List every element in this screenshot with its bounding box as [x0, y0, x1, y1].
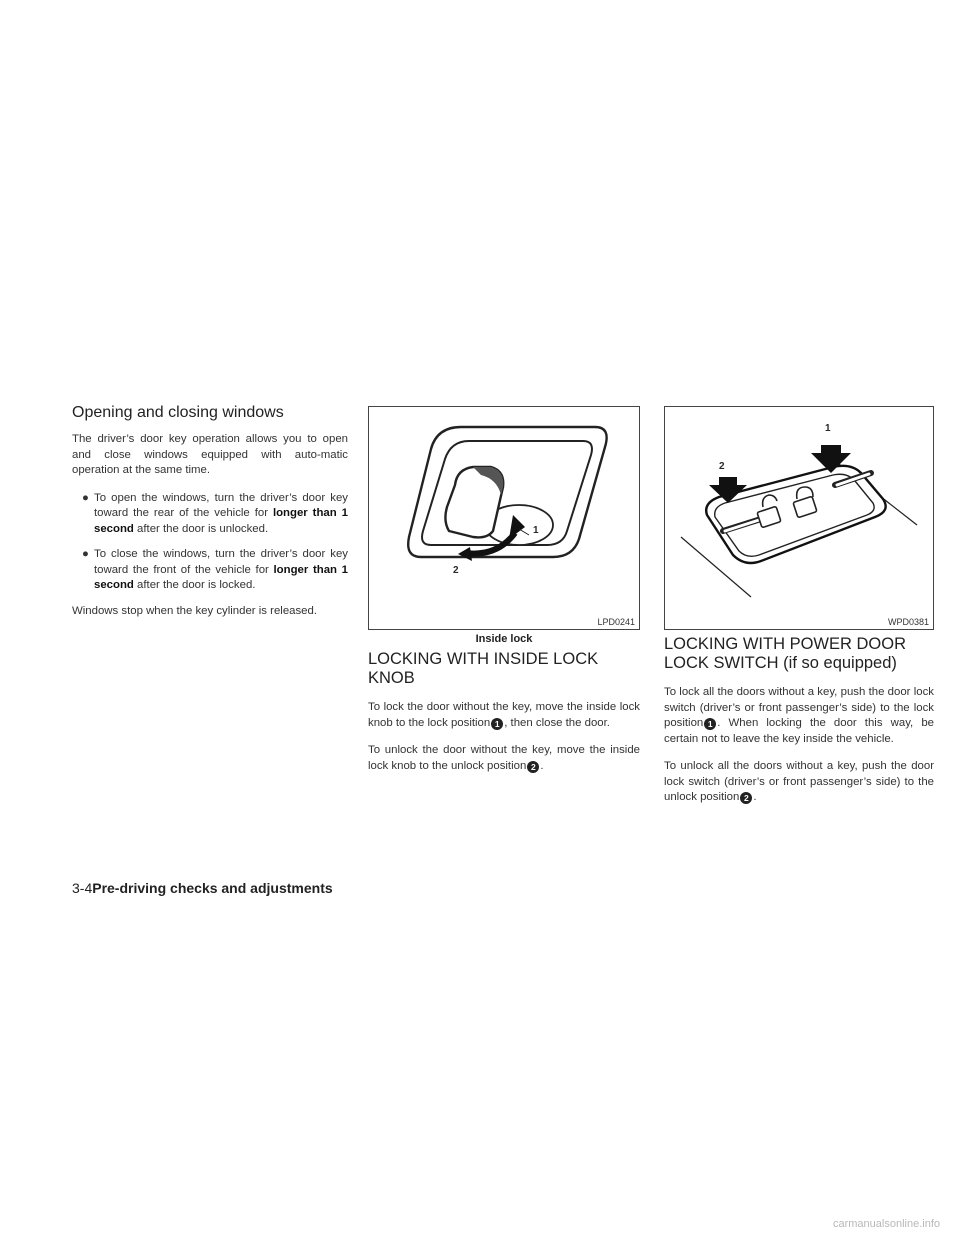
section-heading-inside-lock-knob: LOCKING WITH INSIDE LOCK KNOB [368, 650, 599, 687]
position-1-badge: 1 [491, 718, 503, 730]
figure-inside-lock [368, 406, 640, 630]
intro-paragraph: The driver’s door key operation allows you to open and close windows equipped with auto-matic operation at the same time. [72, 433, 348, 476]
callout-1: 1 [825, 423, 831, 434]
figure-code: WPD0381 [887, 617, 929, 627]
column-2 [368, 650, 640, 786]
page-number: 3-4 [72, 880, 93, 896]
column-1 [72, 432, 348, 631]
watermark: carmanualsonline.info [832, 1218, 940, 1230]
position-1-badge: 1 [704, 718, 716, 730]
closing-paragraph: Windows stop when the key cylinder is released. [72, 604, 318, 617]
position-2-badge: 2 [527, 761, 539, 773]
figure-caption-inside-lock: Inside lock [475, 633, 533, 645]
callout-2: 2 [453, 565, 459, 576]
paragraph-lock-power-switch: To lock all the doors without a key, push the door lock switch (driver’s or front passenger’s side) to the lock position 1 . When locking the door this way, be certain not to leave the key inside the vehicle. [664, 686, 934, 745]
bullet-close-windows: ● To close the windows, turn the driver’s door key toward the front of the vehicle for longer than 1 second after the door is locked. [82, 548, 348, 591]
inside-lock-illustration [369, 407, 639, 629]
callout-2: 2 [719, 461, 725, 472]
section-heading-opening-closing-windows: Opening and closing windows [72, 404, 284, 421]
section-heading-power-door-lock-switch: LOCKING WITH POWER DOOR LOCK SWITCH (if so equipped) [664, 635, 907, 672]
door-lock-switch-illustration [665, 407, 933, 629]
figure-power-door-lock-switch [664, 406, 934, 630]
callout-1: 1 [533, 525, 539, 536]
column-3 [664, 635, 934, 818]
position-2-badge: 2 [740, 792, 752, 804]
paragraph-lock-inside-knob: To lock the door without the key, move the inside lock knob to the lock position 1 , then close the door. [368, 701, 640, 729]
paragraph-unlock-power-switch: To unlock all the doors without a key, push the door lock switch (driver’s or front passenger’s side) to the unlock position 2 . [664, 760, 934, 803]
bullet-open-windows: ● To open the windows, turn the driver’s door key toward the rear of the vehicle for longer than 1 second after the door is unlocked. [82, 491, 348, 535]
page-footer [72, 880, 333, 896]
bullet-dot: ● [82, 491, 89, 504]
chapter-title: Pre-driving checks and adjustments [92, 880, 333, 896]
bullet-dot: ● [82, 548, 89, 560]
figure-code: LPD0241 [597, 617, 635, 627]
paragraph-unlock-inside-knob: To unlock the door without the key, move the inside lock knob to the unlock position 2 . [368, 744, 640, 772]
